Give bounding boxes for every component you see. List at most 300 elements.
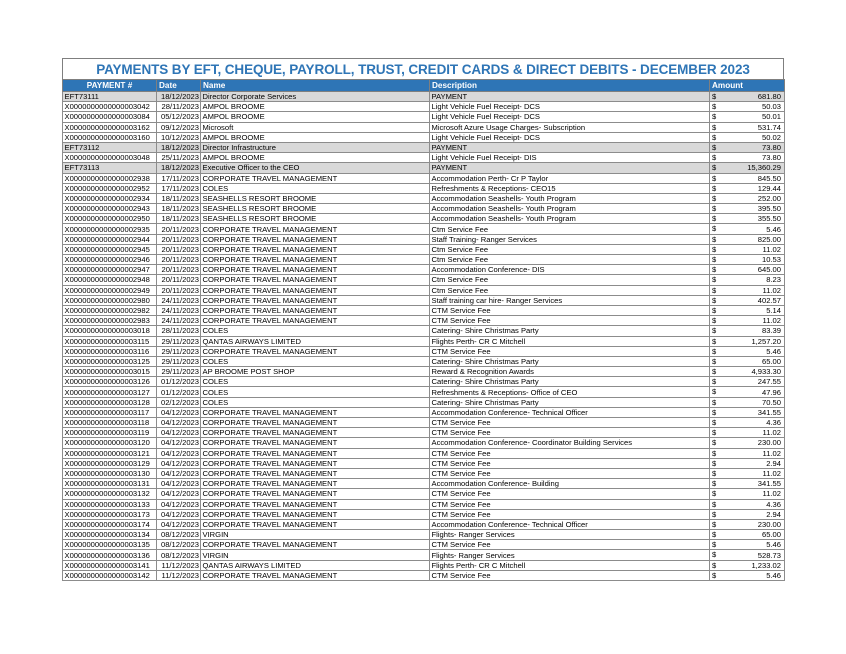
- description-cell: Flights Perth- CR C Mitchell: [430, 560, 710, 570]
- name-cell: COLES: [201, 356, 430, 366]
- description-cell: Catering- Shire Christmas Party: [430, 397, 710, 407]
- amount-cell: [710, 224, 785, 234]
- payment-number-cell: X0000000000000002935: [63, 224, 157, 234]
- amount-cell: [710, 132, 785, 142]
- table-row: [63, 560, 785, 570]
- date-cell: 25/11/2023: [157, 153, 201, 163]
- description-cell: Accommodation Seashells- Youth Program: [430, 214, 710, 224]
- table-row: [63, 377, 785, 387]
- currency-symbol: $: [712, 540, 717, 550]
- description-cell: CTM Service Fee: [430, 448, 710, 458]
- column-header-description: Description: [430, 80, 710, 92]
- payment-number-cell: X0000000000000002944: [63, 234, 157, 244]
- name-cell: CORPORATE TRAVEL MANAGEMENT: [201, 489, 430, 499]
- name-cell: VIRGIN: [201, 550, 430, 560]
- description-cell: CTM Service Fee: [430, 509, 710, 519]
- table-row: [63, 570, 785, 580]
- amount-cell: [710, 540, 785, 550]
- date-cell: 10/12/2023: [157, 132, 201, 142]
- amount-value: 11.02: [762, 316, 781, 326]
- name-cell: CORPORATE TRAVEL MANAGEMENT: [201, 316, 430, 326]
- amount-value: 11.02: [762, 244, 781, 254]
- table-row: [63, 468, 785, 478]
- description-cell: Ctm Service Fee: [430, 275, 710, 285]
- table-row: [63, 173, 785, 183]
- currency-symbol: $: [712, 560, 717, 570]
- currency-symbol: $: [712, 295, 717, 305]
- description-cell: Light Vehicle Fuel Receipt- DCS: [430, 132, 710, 142]
- description-cell: PAYMENT: [430, 92, 710, 102]
- name-cell: CORPORATE TRAVEL MANAGEMENT: [201, 244, 430, 254]
- name-cell: CORPORATE TRAVEL MANAGEMENT: [201, 224, 430, 234]
- date-cell: 20/11/2023: [157, 255, 201, 265]
- name-cell: CORPORATE TRAVEL MANAGEMENT: [201, 295, 430, 305]
- name-cell: CORPORATE TRAVEL MANAGEMENT: [201, 173, 430, 183]
- amount-cell: [710, 255, 785, 265]
- payment-number-cell: EFT73111: [63, 92, 157, 102]
- currency-symbol: $: [712, 550, 717, 560]
- amount-cell: [710, 92, 785, 102]
- column-header-name: Name: [201, 80, 430, 92]
- payment-number-cell: X0000000000000003125: [63, 356, 157, 366]
- description-cell: Accommodation Conference- Technical Officer: [430, 407, 710, 417]
- description-cell: Flights- Ranger Services: [430, 550, 710, 560]
- amount-value: 15,360.29: [747, 163, 781, 173]
- amount-cell: [710, 367, 785, 377]
- table-row: [63, 407, 785, 417]
- amount-value: 531.74: [757, 122, 781, 132]
- name-cell: CORPORATE TRAVEL MANAGEMENT: [201, 255, 430, 265]
- payment-number-cell: X0000000000000002952: [63, 183, 157, 193]
- description-cell: CTM Service Fee: [430, 316, 710, 326]
- amount-cell: [710, 468, 785, 478]
- currency-symbol: $: [712, 387, 717, 397]
- date-cell: 18/11/2023: [157, 214, 201, 224]
- description-cell: Catering- Shire Christmas Party: [430, 326, 710, 336]
- date-cell: 18/12/2023: [157, 163, 201, 173]
- description-cell: CTM Service Fee: [430, 458, 710, 468]
- description-cell: Accommodation Conference- Coordinator Building Services: [430, 438, 710, 448]
- table-row: [63, 255, 785, 265]
- date-cell: 28/11/2023: [157, 102, 201, 112]
- table-row: [63, 519, 785, 529]
- amount-cell: [710, 285, 785, 295]
- table-row: [63, 530, 785, 540]
- amount-value: 5.14: [766, 306, 781, 316]
- date-cell: 28/11/2023: [157, 326, 201, 336]
- payments-sheet: [62, 58, 784, 581]
- description-cell: CTM Service Fee: [430, 468, 710, 478]
- amount-value: 230.00: [757, 519, 781, 529]
- description-cell: CTM Service Fee: [430, 540, 710, 550]
- table-row: [63, 326, 785, 336]
- description-cell: Accommodation Conference- Technical Officer: [430, 519, 710, 529]
- date-cell: 24/11/2023: [157, 295, 201, 305]
- amount-value: 65.00: [761, 356, 781, 366]
- table-row: [63, 316, 785, 326]
- payment-number-cell: X0000000000000003126: [63, 377, 157, 387]
- amount-cell: [710, 142, 785, 152]
- date-cell: 04/12/2023: [157, 468, 201, 478]
- description-cell: Reward & Recognition Awards: [430, 367, 710, 377]
- payment-number-cell: X0000000000000002934: [63, 193, 157, 203]
- date-cell: 04/12/2023: [157, 438, 201, 448]
- name-cell: Executive Officer to the CEO: [201, 163, 430, 173]
- table-row: [63, 458, 785, 468]
- payment-number-cell: X0000000000000002982: [63, 305, 157, 315]
- amount-cell: [710, 173, 785, 183]
- payment-number-cell: X0000000000000003121: [63, 448, 157, 458]
- date-cell: 20/11/2023: [157, 265, 201, 275]
- amount-cell: [710, 275, 785, 285]
- amount-cell: [710, 214, 785, 224]
- table-row: [63, 285, 785, 295]
- currency-symbol: $: [712, 326, 717, 336]
- table-row: [63, 540, 785, 550]
- table-row: [63, 438, 785, 448]
- table-row: [63, 428, 785, 438]
- amount-value: 5.46: [766, 540, 781, 550]
- table-row: [63, 163, 785, 173]
- currency-symbol: $: [712, 255, 717, 264]
- amount-cell: [710, 326, 785, 336]
- amount-value: 645.00: [757, 265, 781, 275]
- amount-value: 129.44: [757, 183, 781, 193]
- amount-cell: [710, 407, 785, 417]
- name-cell: SEASHELLS RESORT BROOME: [201, 214, 430, 224]
- payment-number-cell: X0000000000000003174: [63, 519, 157, 529]
- currency-symbol: $: [712, 418, 717, 427]
- name-cell: CORPORATE TRAVEL MANAGEMENT: [201, 519, 430, 529]
- amount-value: 47.96: [761, 387, 781, 397]
- amount-cell: [710, 183, 785, 193]
- name-cell: COLES: [201, 326, 430, 336]
- table-row: [63, 356, 785, 366]
- amount-value: 395.50: [757, 204, 781, 214]
- report-title: PAYMENTS BY EFT, CHEQUE, PAYROLL, TRUST, CREDIT CARDS & DIRECT DEBITS - DECEMBER 2023: [62, 58, 784, 79]
- table-row: [63, 244, 785, 254]
- description-cell: Accommodation Seashells- Youth Program: [430, 193, 710, 203]
- date-cell: 04/12/2023: [157, 407, 201, 417]
- payment-number-cell: X0000000000000003160: [63, 132, 157, 142]
- name-cell: CORPORATE TRAVEL MANAGEMENT: [201, 438, 430, 448]
- payment-number-cell: X0000000000000003018: [63, 326, 157, 336]
- date-cell: 29/11/2023: [157, 367, 201, 377]
- payment-number-cell: X0000000000000002950: [63, 214, 157, 224]
- payment-number-cell: X0000000000000002938: [63, 173, 157, 183]
- name-cell: COLES: [201, 397, 430, 407]
- amount-cell: [710, 305, 785, 315]
- amount-cell: [710, 112, 785, 122]
- amount-value: 10.53: [761, 255, 781, 265]
- payment-number-cell: X0000000000000002946: [63, 255, 157, 265]
- amount-cell: [710, 418, 785, 428]
- amount-cell: [710, 336, 785, 346]
- description-cell: Accommodation Conference- DIS: [430, 265, 710, 275]
- amount-cell: [710, 458, 785, 468]
- name-cell: CORPORATE TRAVEL MANAGEMENT: [201, 305, 430, 315]
- date-cell: 04/12/2023: [157, 458, 201, 468]
- currency-symbol: $: [712, 193, 717, 203]
- name-cell: CORPORATE TRAVEL MANAGEMENT: [201, 540, 430, 550]
- description-cell: Accommodation Conference- Building: [430, 479, 710, 489]
- date-cell: 01/12/2023: [157, 377, 201, 387]
- description-cell: Staff training car hire- Ranger Services: [430, 295, 710, 305]
- name-cell: CORPORATE TRAVEL MANAGEMENT: [201, 428, 430, 438]
- payment-number-cell: X0000000000000002980: [63, 295, 157, 305]
- date-cell: 04/12/2023: [157, 489, 201, 499]
- currency-symbol: $: [712, 479, 717, 489]
- table-row: [63, 346, 785, 356]
- description-cell: Microsoft Azure Usage Charges- Subscription: [430, 122, 710, 132]
- amount-cell: [710, 438, 785, 448]
- amount-cell: [710, 530, 785, 540]
- column-header-payment: PAYMENT #: [63, 80, 157, 92]
- name-cell: Director Infrastructure: [201, 142, 430, 152]
- payment-number-cell: X0000000000000002947: [63, 265, 157, 275]
- description-cell: Refreshments & Receptions- CEO15: [430, 183, 710, 193]
- amount-cell: [710, 397, 785, 407]
- description-cell: PAYMENT: [430, 163, 710, 173]
- name-cell: QANTAS AIRWAYS LIMITED: [201, 336, 430, 346]
- amount-value: 2.94: [766, 458, 781, 468]
- amount-cell: [710, 122, 785, 132]
- amount-cell: [710, 428, 785, 438]
- description-cell: Ctm Service Fee: [430, 255, 710, 265]
- amount-value: 1,233.02: [751, 560, 781, 570]
- amount-value: 11.02: [762, 469, 781, 479]
- name-cell: CORPORATE TRAVEL MANAGEMENT: [201, 407, 430, 417]
- amount-cell: [710, 560, 785, 570]
- payment-number-cell: X0000000000000003042: [63, 102, 157, 112]
- table-row: [63, 397, 785, 407]
- date-cell: 04/12/2023: [157, 428, 201, 438]
- description-cell: CTM Service Fee: [430, 570, 710, 580]
- table-row: [63, 204, 785, 214]
- payment-number-cell: EFT73113: [63, 163, 157, 173]
- description-cell: CTM Service Fee: [430, 489, 710, 499]
- amount-value: 230.00: [757, 438, 781, 448]
- currency-symbol: $: [712, 438, 717, 448]
- date-cell: 17/11/2023: [157, 173, 201, 183]
- payment-number-cell: X0000000000000003134: [63, 530, 157, 540]
- date-cell: 04/12/2023: [157, 499, 201, 509]
- date-cell: 11/12/2023: [157, 560, 201, 570]
- amount-cell: [710, 346, 785, 356]
- description-cell: Accommodation Seashells- Youth Program: [430, 204, 710, 214]
- payment-number-cell: X0000000000000002948: [63, 275, 157, 285]
- description-cell: Ctm Service Fee: [430, 224, 710, 234]
- amount-cell: [710, 102, 785, 112]
- currency-symbol: $: [712, 265, 717, 275]
- table-row: [63, 418, 785, 428]
- table-row: [63, 214, 785, 224]
- table-row: [63, 387, 785, 397]
- table-row: [63, 305, 785, 315]
- amount-value: 5.46: [766, 346, 781, 356]
- currency-symbol: $: [712, 275, 717, 285]
- payment-number-cell: X0000000000000003131: [63, 479, 157, 489]
- amount-value: 355.50: [757, 214, 781, 224]
- amount-value: 50.01: [761, 112, 781, 122]
- payment-number-cell: X0000000000000003117: [63, 407, 157, 417]
- table-row: [63, 295, 785, 305]
- amount-value: 4,933.30: [751, 367, 781, 377]
- currency-symbol: $: [712, 468, 717, 478]
- table-row: [63, 489, 785, 499]
- currency-symbol: $: [712, 92, 717, 101]
- amount-value: 73.80: [761, 143, 781, 153]
- payment-number-cell: X0000000000000003129: [63, 458, 157, 468]
- amount-cell: [710, 387, 785, 397]
- payment-number-cell: X0000000000000003133: [63, 499, 157, 509]
- payment-number-cell: X0000000000000003120: [63, 438, 157, 448]
- currency-symbol: $: [712, 224, 717, 234]
- date-cell: 18/12/2023: [157, 92, 201, 102]
- amount-value: 845.50: [757, 173, 781, 183]
- amount-value: 73.80: [761, 153, 781, 163]
- currency-symbol: $: [712, 367, 717, 377]
- table-body: [63, 92, 785, 581]
- amount-value: 341.55: [757, 479, 781, 489]
- name-cell: COLES: [201, 183, 430, 193]
- table-row: [63, 336, 785, 346]
- name-cell: CORPORATE TRAVEL MANAGEMENT: [201, 499, 430, 509]
- date-cell: 24/11/2023: [157, 316, 201, 326]
- amount-value: 341.55: [757, 407, 781, 417]
- amount-cell: [710, 316, 785, 326]
- amount-value: 70.50: [761, 397, 781, 407]
- amount-value: 11.02: [762, 489, 781, 499]
- amount-cell: [710, 570, 785, 580]
- currency-symbol: $: [712, 102, 717, 112]
- date-cell: 18/12/2023: [157, 142, 201, 152]
- payment-number-cell: X0000000000000003084: [63, 112, 157, 122]
- date-cell: 20/11/2023: [157, 285, 201, 295]
- date-cell: 01/12/2023: [157, 387, 201, 397]
- currency-symbol: $: [712, 112, 717, 122]
- table-row: [63, 112, 785, 122]
- name-cell: CORPORATE TRAVEL MANAGEMENT: [201, 275, 430, 285]
- currency-symbol: $: [712, 316, 717, 326]
- payment-number-cell: X0000000000000003116: [63, 346, 157, 356]
- date-cell: 04/12/2023: [157, 448, 201, 458]
- currency-symbol: $: [712, 346, 717, 356]
- date-cell: 08/12/2023: [157, 550, 201, 560]
- payment-number-cell: X0000000000000003132: [63, 489, 157, 499]
- payment-number-cell: X0000000000000003115: [63, 336, 157, 346]
- description-cell: Light Vehicle Fuel Receipt- DIS: [430, 153, 710, 163]
- amount-value: 4.36: [766, 499, 781, 509]
- description-cell: CTM Service Fee: [430, 428, 710, 438]
- table-row: [63, 153, 785, 163]
- currency-symbol: $: [712, 509, 717, 519]
- description-cell: Flights Perth- CR C Mitchell: [430, 336, 710, 346]
- currency-symbol: $: [712, 234, 717, 244]
- name-cell: Director Corporate Services: [201, 92, 430, 102]
- description-cell: Light Vehicle Fuel Receipt- DCS: [430, 102, 710, 112]
- table-row: [63, 92, 785, 102]
- amount-cell: [710, 153, 785, 163]
- amount-cell: [710, 489, 785, 499]
- currency-symbol: $: [712, 336, 717, 346]
- name-cell: AP BROOME POST SHOP: [201, 367, 430, 377]
- payment-number-cell: EFT73112: [63, 142, 157, 152]
- table-row: [63, 479, 785, 489]
- amount-value: 1,257.20: [751, 336, 781, 346]
- table-row: [63, 499, 785, 509]
- payment-number-cell: X0000000000000002943: [63, 204, 157, 214]
- name-cell: SEASHELLS RESORT BROOME: [201, 204, 430, 214]
- currency-symbol: $: [712, 397, 717, 407]
- table-row: [63, 367, 785, 377]
- currency-symbol: $: [712, 356, 717, 366]
- table-row: [63, 102, 785, 112]
- payments-table: [62, 79, 785, 581]
- payment-number-cell: X0000000000000002945: [63, 244, 157, 254]
- date-cell: 08/12/2023: [157, 540, 201, 550]
- amount-cell: [710, 377, 785, 387]
- payment-number-cell: X0000000000000003136: [63, 550, 157, 560]
- payment-number-cell: X0000000000000003130: [63, 468, 157, 478]
- amount-cell: [710, 448, 785, 458]
- name-cell: COLES: [201, 387, 430, 397]
- description-cell: Refreshments & Receptions- Office of CEO: [430, 387, 710, 397]
- date-cell: 02/12/2023: [157, 397, 201, 407]
- amount-cell: [710, 193, 785, 203]
- name-cell: VIRGIN: [201, 530, 430, 540]
- amount-value: 825.00: [757, 234, 781, 244]
- table-row: [63, 509, 785, 519]
- date-cell: 20/11/2023: [157, 244, 201, 254]
- table-row: [63, 132, 785, 142]
- currency-symbol: $: [712, 204, 717, 214]
- currency-symbol: $: [712, 285, 717, 295]
- currency-symbol: $: [712, 132, 717, 142]
- column-header-date: Date: [157, 80, 201, 92]
- currency-symbol: $: [712, 407, 717, 417]
- date-cell: 29/11/2023: [157, 356, 201, 366]
- amount-cell: [710, 265, 785, 275]
- table-row: [63, 234, 785, 244]
- amount-cell: [710, 550, 785, 560]
- amount-value: 247.55: [757, 377, 781, 387]
- name-cell: SEASHELLS RESORT BROOME: [201, 193, 430, 203]
- amount-value: 65.00: [761, 530, 781, 540]
- date-cell: 04/12/2023: [157, 479, 201, 489]
- amount-value: 11.02: [762, 285, 781, 295]
- description-cell: CTM Service Fee: [430, 499, 710, 509]
- table-row: [63, 224, 785, 234]
- payment-number-cell: X0000000000000003048: [63, 153, 157, 163]
- column-header-amount: Amount: [710, 80, 785, 92]
- date-cell: 05/12/2023: [157, 112, 201, 122]
- date-cell: 20/11/2023: [157, 224, 201, 234]
- payment-number-cell: X0000000000000003015: [63, 367, 157, 377]
- currency-symbol: $: [712, 142, 717, 152]
- name-cell: AMPOL BROOME: [201, 153, 430, 163]
- date-cell: 29/11/2023: [157, 346, 201, 356]
- payment-number-cell: X0000000000000003127: [63, 387, 157, 397]
- payment-number-cell: X0000000000000003162: [63, 122, 157, 132]
- name-cell: Microsoft: [201, 122, 430, 132]
- currency-symbol: $: [712, 489, 717, 499]
- date-cell: 20/11/2023: [157, 275, 201, 285]
- payment-number-cell: X0000000000000003119: [63, 428, 157, 438]
- description-cell: Accommodation Perth- Cr P Taylor: [430, 173, 710, 183]
- amount-cell: [710, 509, 785, 519]
- currency-symbol: $: [712, 183, 717, 193]
